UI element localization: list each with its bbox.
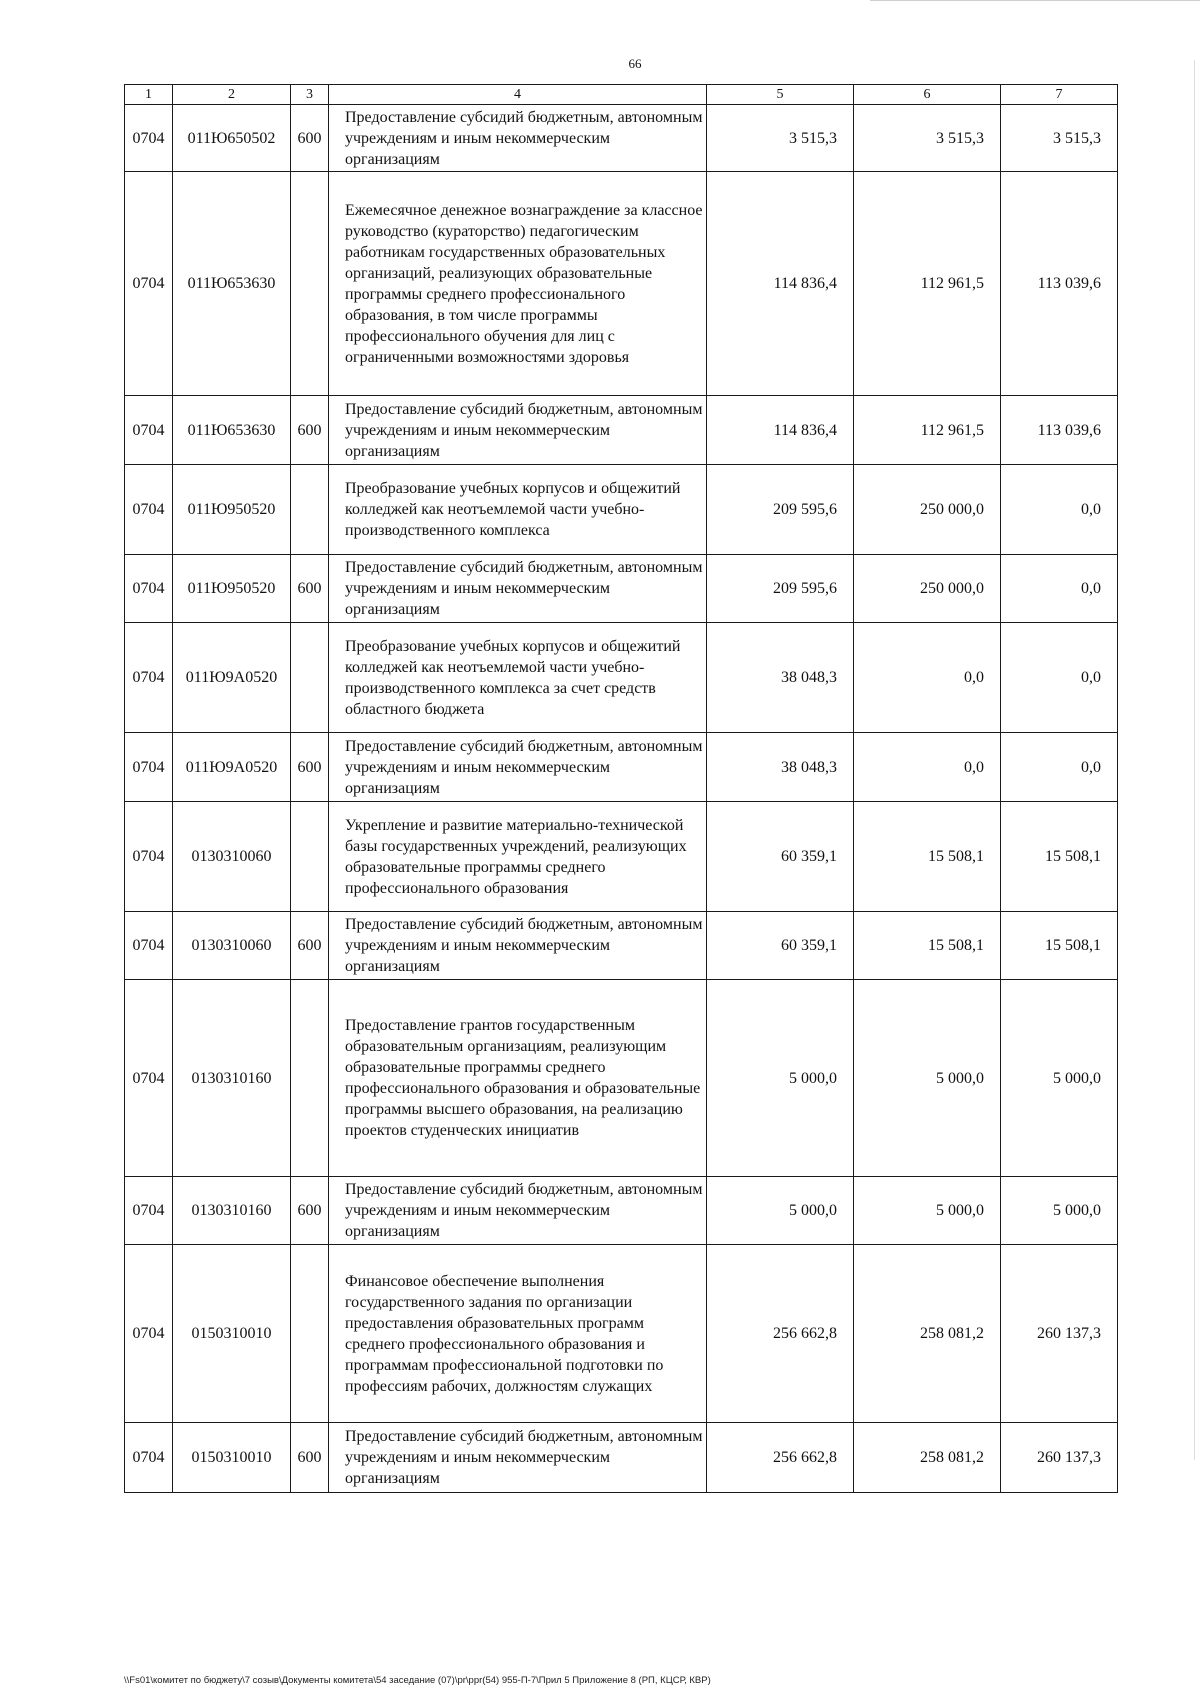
expense-type-code: 600 xyxy=(291,1423,329,1493)
table-row xyxy=(125,555,1118,623)
amount-col5: 5 000,0 xyxy=(707,980,854,1177)
amount-col5: 209 595,6 xyxy=(707,555,854,623)
section-code: 0704 xyxy=(125,980,173,1177)
expense-type-code: 600 xyxy=(291,912,329,980)
item-name: Преобразование учебных корпусов и общежитий колледжей как неотъемлемой части учебно-производственного комплекса за счет средств областного бюджета xyxy=(329,623,707,733)
table-row xyxy=(125,1245,1118,1423)
expense-type-code: 600 xyxy=(291,733,329,802)
amount-col7: 5 000,0 xyxy=(1001,980,1118,1177)
footer-file-path: \\Fs01\комитет по бюджету\7 созыв\Документы комитета\54 заседание (07)\pr\ppr(54) 955-П-7\Прил 5 Приложение 8 (РП, КЦСР, КВР) xyxy=(124,1675,711,1686)
amount-col7: 0,0 xyxy=(1001,555,1118,623)
target-item-code: 0130310060 xyxy=(173,802,291,912)
table-row xyxy=(125,1423,1118,1493)
target-item-code: 011Ю9А0520 xyxy=(173,623,291,733)
amount-col7: 0,0 xyxy=(1001,733,1118,802)
table-row xyxy=(125,396,1118,465)
table-row xyxy=(125,980,1118,1177)
expense-type-code xyxy=(291,465,329,555)
item-name: Предоставление субсидий бюджетным, автономным учреждениям и иным некоммерческим организациям xyxy=(329,396,707,465)
table-row xyxy=(125,1177,1118,1245)
table-row xyxy=(125,623,1118,733)
target-item-code: 011Ю650502 xyxy=(173,105,291,172)
target-item-code: 0130310160 xyxy=(173,980,291,1177)
amount-col7: 113 039,6 xyxy=(1001,172,1118,396)
amount-col7: 3 515,3 xyxy=(1001,105,1118,172)
expense-type-code xyxy=(291,802,329,912)
column-header-7: 7 xyxy=(1001,85,1118,105)
amount-col5: 114 836,4 xyxy=(707,396,854,465)
amount-col7: 260 137,3 xyxy=(1001,1245,1118,1423)
target-item-code: 011Ю950520 xyxy=(173,465,291,555)
amount-col5: 209 595,6 xyxy=(707,465,854,555)
item-name: Укрепление и развитие материально-технической базы государственных учреждений, реализующих образовательные программы среднего профессионального образования xyxy=(329,802,707,912)
section-code: 0704 xyxy=(125,733,173,802)
target-item-code: 011Ю653630 xyxy=(173,172,291,396)
column-header-5: 5 xyxy=(707,85,854,105)
amount-col6: 258 081,2 xyxy=(854,1423,1001,1493)
amount-col6: 5 000,0 xyxy=(854,980,1001,1177)
item-name: Предоставление субсидий бюджетным, автономным учреждениям и иным некоммерческим организациям xyxy=(329,733,707,802)
page-number: 66 xyxy=(628,56,642,71)
amount-col6: 15 508,1 xyxy=(854,802,1001,912)
amount-col5: 60 359,1 xyxy=(707,912,854,980)
budget-table xyxy=(124,84,1118,1493)
section-code: 0704 xyxy=(125,396,173,465)
item-name: Предоставление субсидий бюджетным, автономным учреждениям и иным некоммерческим организациям xyxy=(329,555,707,623)
target-item-code: 0130310060 xyxy=(173,912,291,980)
item-name: Предоставление субсидий бюджетным, автономным учреждениям и иным некоммерческим организациям xyxy=(329,1177,707,1245)
section-code: 0704 xyxy=(125,1423,173,1493)
table-row xyxy=(125,733,1118,802)
amount-col6: 258 081,2 xyxy=(854,1245,1001,1423)
expense-type-code xyxy=(291,1245,329,1423)
item-name: Ежемесячное денежное вознаграждение за классное руководство (кураторство) педагогическим работникам государственных образовательных организаций, реализующих образовательные программы среднего профессионального образования, в том числе программы профессионального обучения для лиц с ограниченными возможностями здоровья xyxy=(329,172,707,396)
target-item-code: 0130310160 xyxy=(173,1177,291,1245)
expense-type-code: 600 xyxy=(291,1177,329,1245)
amount-col6: 250 000,0 xyxy=(854,555,1001,623)
column-header-6: 6 xyxy=(854,85,1001,105)
table-row xyxy=(125,105,1118,172)
column-number-row xyxy=(125,85,1118,105)
amount-col5: 3 515,3 xyxy=(707,105,854,172)
section-code: 0704 xyxy=(125,465,173,555)
table-row xyxy=(125,172,1118,396)
amount-col5: 60 359,1 xyxy=(707,802,854,912)
item-name: Предоставление субсидий бюджетным, автономным учреждениям и иным некоммерческим организациям xyxy=(329,1423,707,1493)
column-header-1: 1 xyxy=(125,85,173,105)
section-code: 0704 xyxy=(125,623,173,733)
amount-col7: 15 508,1 xyxy=(1001,802,1118,912)
section-code: 0704 xyxy=(125,912,173,980)
section-code: 0704 xyxy=(125,1177,173,1245)
item-name: Предоставление субсидий бюджетным, автономным учреждениям и иным некоммерческим организациям xyxy=(329,105,707,172)
amount-col5: 38 048,3 xyxy=(707,623,854,733)
amount-col7: 15 508,1 xyxy=(1001,912,1118,980)
target-item-code: 011Ю9А0520 xyxy=(173,733,291,802)
section-code: 0704 xyxy=(125,1245,173,1423)
amount-col5: 5 000,0 xyxy=(707,1177,854,1245)
amount-col7: 113 039,6 xyxy=(1001,396,1118,465)
amount-col7: 0,0 xyxy=(1001,623,1118,733)
target-item-code: 011Ю653630 xyxy=(173,396,291,465)
item-name: Предоставление субсидий бюджетным, автономным учреждениям и иным некоммерческим организациям xyxy=(329,912,707,980)
amount-col6: 0,0 xyxy=(854,623,1001,733)
scan-border-line xyxy=(870,0,1200,1)
amount-col5: 256 662,8 xyxy=(707,1423,854,1493)
amount-col6: 112 961,5 xyxy=(854,172,1001,396)
target-item-code: 011Ю950520 xyxy=(173,555,291,623)
expense-type-code xyxy=(291,980,329,1177)
amount-col6: 15 508,1 xyxy=(854,912,1001,980)
item-name: Предоставление грантов государственным образовательным организациям, реализующим образовательные программы среднего профессионального образования и образовательные программы высшего образования, на реализацию проектов студенческих инициатив xyxy=(329,980,707,1177)
amount-col6: 250 000,0 xyxy=(854,465,1001,555)
column-header-3: 3 xyxy=(291,85,329,105)
target-item-code: 0150310010 xyxy=(173,1245,291,1423)
expense-type-code xyxy=(291,623,329,733)
amount-col5: 256 662,8 xyxy=(707,1245,854,1423)
section-code: 0704 xyxy=(125,555,173,623)
amount-col5: 114 836,4 xyxy=(707,172,854,396)
amount-col6: 3 515,3 xyxy=(854,105,1001,172)
column-header-2: 2 xyxy=(173,85,291,105)
table-row xyxy=(125,912,1118,980)
table-row xyxy=(125,802,1118,912)
scan-edge-line xyxy=(1194,60,1195,1460)
amount-col7: 260 137,3 xyxy=(1001,1423,1118,1493)
table-row xyxy=(125,465,1118,555)
expense-type-code xyxy=(291,172,329,396)
amount-col6: 0,0 xyxy=(854,733,1001,802)
expense-type-code: 600 xyxy=(291,555,329,623)
expense-type-code: 600 xyxy=(291,105,329,172)
amount-col5: 38 048,3 xyxy=(707,733,854,802)
amount-col7: 5 000,0 xyxy=(1001,1177,1118,1245)
amount-col6: 5 000,0 xyxy=(854,1177,1001,1245)
item-name: Финансовое обеспечение выполнения государственного задания по организации предоставления образовательных программ среднего профессионального образования и программам профессиональной подготовки по профессиям рабочих, должностям служащих xyxy=(329,1245,707,1423)
section-code: 0704 xyxy=(125,105,173,172)
expense-type-code: 600 xyxy=(291,396,329,465)
item-name: Преобразование учебных корпусов и общежитий колледжей как неотъемлемой части учебно-производственного комплекса xyxy=(329,465,707,555)
amount-col7: 0,0 xyxy=(1001,465,1118,555)
column-header-4: 4 xyxy=(329,85,707,105)
section-code: 0704 xyxy=(125,802,173,912)
section-code: 0704 xyxy=(125,172,173,396)
amount-col6: 112 961,5 xyxy=(854,396,1001,465)
target-item-code: 0150310010 xyxy=(173,1423,291,1493)
